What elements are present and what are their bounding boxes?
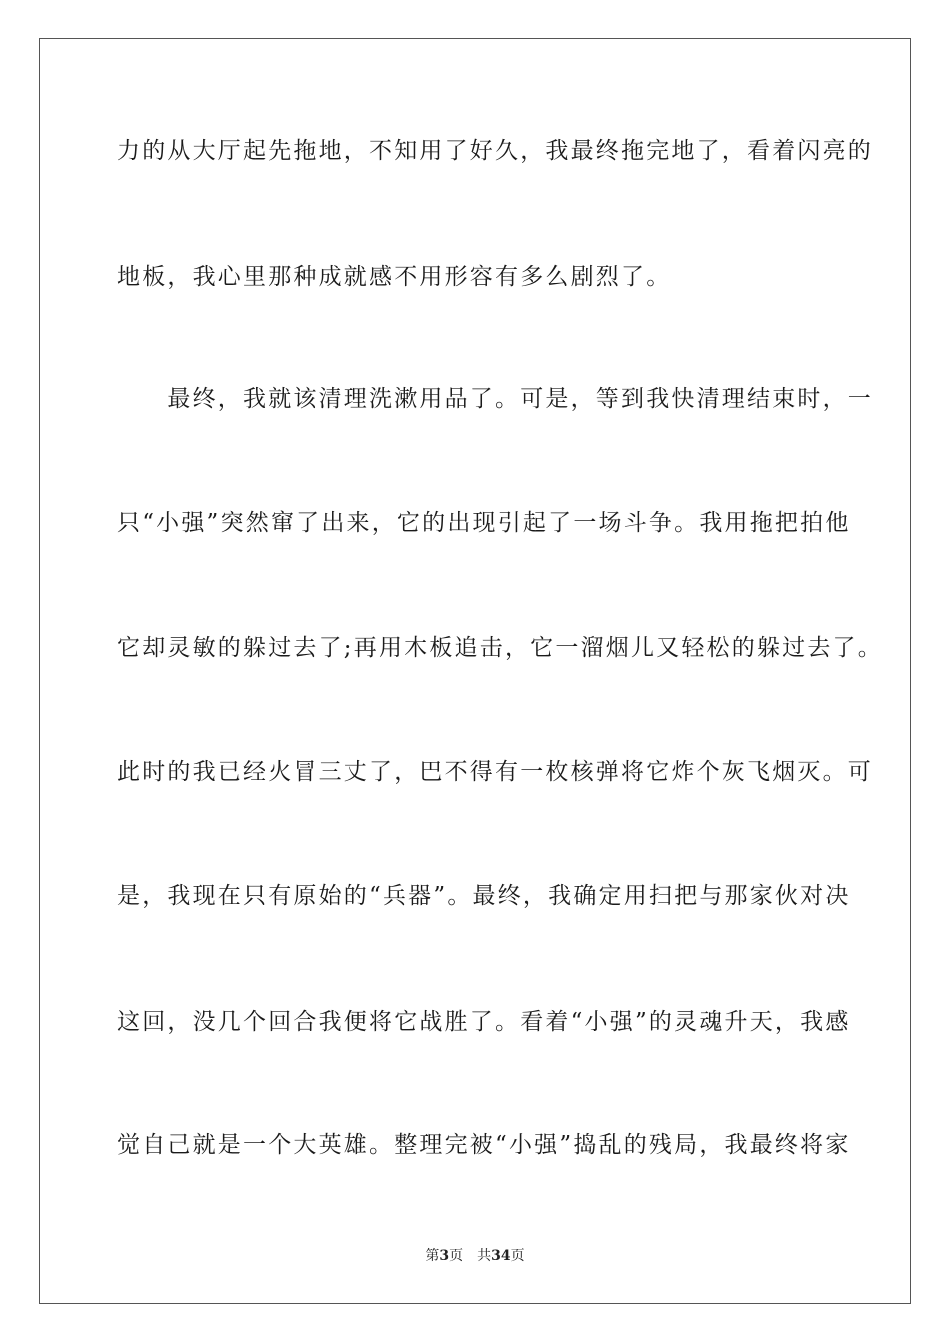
page-footer [0, 1246, 950, 1266]
text-line-9: 觉自己就是一个大英雄。整理完被“小强”捣乱的残局，我最终将家 [117, 1132, 851, 1158]
footer-page-number: 3 [439, 1248, 450, 1264]
text-line-7: 是，我现在只有原始的“兵器”。最终，我确定用扫把与那家伙对决 [117, 883, 851, 909]
page-border [39, 38, 911, 1304]
footer-total-suffix: 页 [510, 1248, 525, 1264]
footer-page-prefix: 第 [425, 1248, 440, 1264]
text-line-4: 只“小强”突然窜了出来，它的出现引起了一场斗争。我用拖把拍他 [117, 510, 851, 536]
footer-total-pages: 34 [491, 1248, 511, 1264]
text-line-6: 此时的我已经火冒三丈了，巴不得有一枚核弹将它炸个灰飞烟灭。可 [117, 759, 873, 785]
footer-page-suffix: 页 [449, 1248, 464, 1264]
text-line-3: 最终，我就该清理洗漱用品了。可是，等到我快清理结束时，一 [117, 386, 873, 412]
text-line-8: 这回，没几个回合我便将它战胜了。看着“小强”的灵魂升天，我感 [117, 1009, 851, 1035]
text-line-5: 它却灵敏的躲过去了;再用木板追击，它一溜烟儿又轻松的躲过去了。 [117, 635, 883, 661]
footer-total-prefix: 共 [477, 1248, 492, 1264]
text-line-1: 力的从大厅起先拖地，不知用了好久，我最终拖完地了，看着闪亮的 [117, 138, 873, 164]
text-line-2: 地板，我心里那种成就感不用形容有多么剧烈了。 [117, 264, 672, 290]
